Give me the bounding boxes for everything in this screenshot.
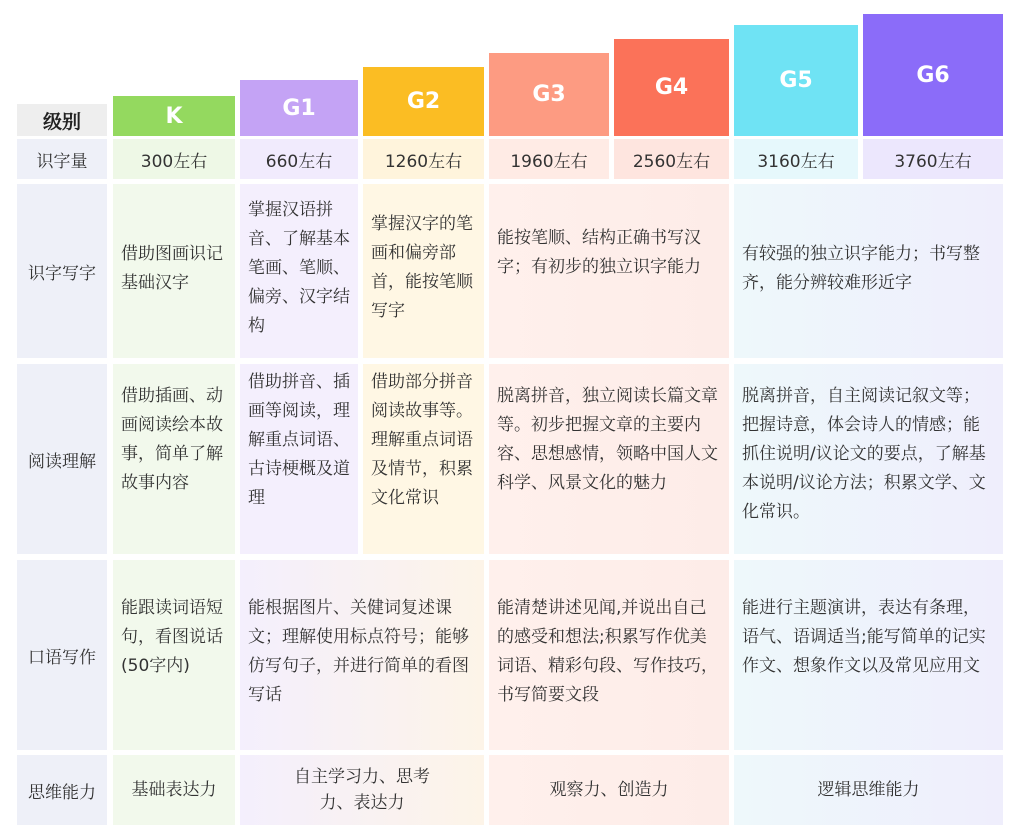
level-g4-header: G4 (614, 39, 729, 136)
vocab-cell-g1: 660左右 (240, 139, 358, 179)
vocab-cell-g5: 3160左右 (734, 139, 858, 179)
level-k-header: K (113, 96, 235, 136)
oral-cell-g5-g6: 能进行主题演讲，表达有条理，语气、语调适当;能写简单的记实作文、想象作文以及常见应用文 (734, 560, 1003, 750)
thinking-cell-g5-g6: 逻辑思维能力 (734, 755, 1003, 825)
row-label-oral: 口语写作 (17, 560, 107, 750)
reading-cell-g1: 借助拼音、插画等阅读，理解重点词语、古诗梗概及道理 (240, 364, 358, 554)
oral-cell-k: 能跟读词语短句，看图说话(50字内) (113, 560, 235, 750)
writing-cell-g2: 掌握汉字的笔画和偏旁部首，能按笔顺写字 (363, 184, 484, 358)
reading-cell-g3-g4: 脱离拼音，独立阅读长篇文章等。初步把握文章的主要内容、思想感情，领略中国人文科学、风景文化的魅力 (489, 364, 729, 554)
row-label-vocab: 识字量 (17, 139, 107, 179)
vocab-cell-g6: 3760左右 (863, 139, 1003, 179)
reading-cell-g5-g6: 脱离拼音，自主阅读记叙文等；把握诗意，体会诗人的情感；能抓住说明/议论文的要点，了解基本说明/议论方法；积累文学、文化常识。 (734, 364, 1003, 554)
vocab-cell-g2: 1260左右 (363, 139, 484, 179)
row-label-writing: 识字写字 (17, 184, 107, 358)
level-g6-header: G6 (863, 14, 1003, 136)
reading-cell-g2: 借助部分拼音阅读故事等。理解重点词语及情节，积累文化常识 (363, 364, 484, 554)
row-label-reading: 阅读理解 (17, 364, 107, 554)
oral-cell-g3-g4: 能清楚讲述见闻,并说出自己的感受和想法;积累写作优美词语、精彩句段、写作技巧，书写简要文段 (489, 560, 729, 750)
level-g1-header: G1 (240, 80, 358, 136)
level-header-label: 级别 (17, 104, 107, 136)
vocab-cell-g4: 2560左右 (614, 139, 729, 179)
oral-cell-g1-g2: 能根据图片、关健词复述课文；理解使用标点符号；能够仿写句子，并进行简单的看图写话 (240, 560, 484, 750)
writing-cell-g5-g6: 有较强的独立识字能力；书写整齐，能分辨较难形近字 (734, 184, 1003, 358)
row-label-thinking: 思维能力 (17, 755, 107, 825)
level-g5-header: G5 (734, 25, 858, 136)
reading-cell-k: 借助插画、动画阅读绘本故事，简单了解故事内容 (113, 364, 235, 554)
level-g3-header: G3 (489, 53, 609, 136)
writing-cell-k: 借助图画识记基础汉字 (113, 184, 235, 358)
vocab-cell-g3: 1960左右 (489, 139, 609, 179)
level-g2-header: G2 (363, 67, 484, 136)
thinking-cell-g1-g2: 自主学习力、思考力、表达力 (240, 755, 484, 825)
thinking-cell-k: 基础表达力 (113, 755, 235, 825)
writing-cell-g1: 掌握汉语拼音、了解基本笔画、笔顺、偏旁、汉字结构 (240, 184, 358, 358)
vocab-cell-k: 300左右 (113, 139, 235, 179)
writing-cell-g3-g4: 能按笔顺、结构正确书写汉字；有初步的独立识字能力 (489, 184, 729, 358)
thinking-cell-g3-g4: 观察力、创造力 (489, 755, 729, 825)
